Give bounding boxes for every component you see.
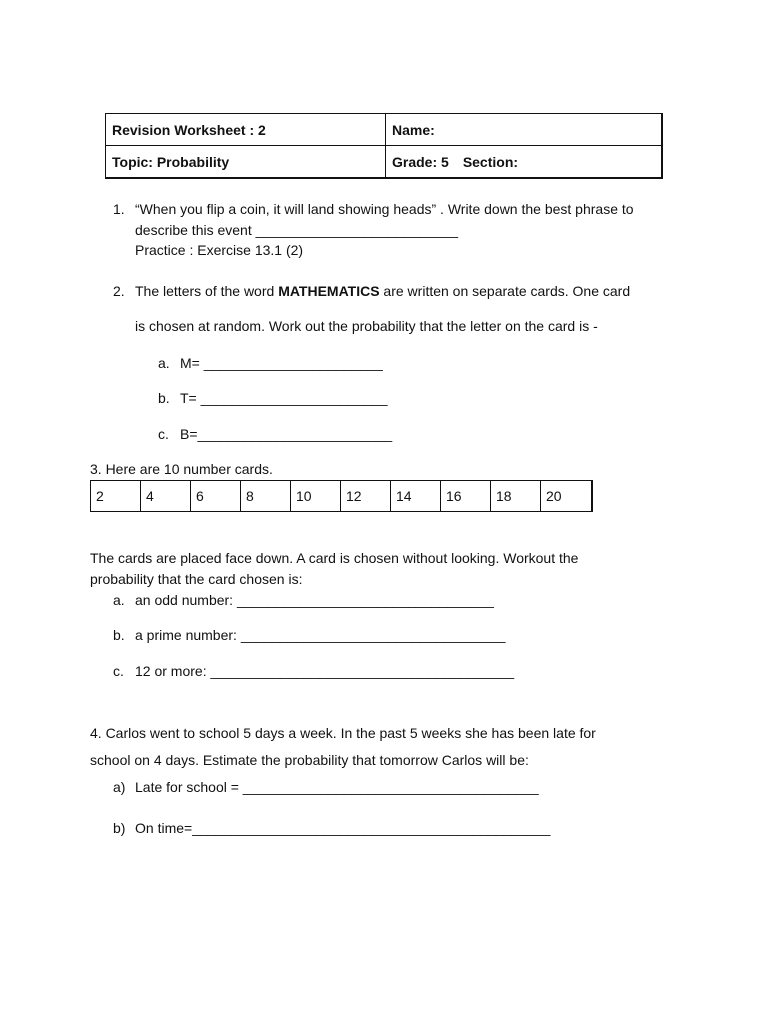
q2-part-b-text: T= ________________________ — [180, 390, 388, 406]
grade-section-cell — [386, 146, 663, 179]
q2-text-post: are written on separate cards. One card — [379, 283, 631, 299]
q3-part-b-label: b. — [113, 627, 125, 643]
q3-line1: The cards are placed face down. A card is chosen without looking. Workout the — [90, 550, 579, 566]
q4-line1: 4. Carlos went to school 5 days a week. In the past 5 weeks she has been late for — [90, 725, 596, 741]
q1-number: 1. — [113, 201, 125, 217]
grade-label: Grade: 5 — [392, 153, 449, 170]
q3-part-c-label: c. — [113, 663, 124, 679]
topic-label: Topic: Probability — [106, 146, 386, 179]
q3-part-a-text: an odd number: _________________________________ — [135, 592, 494, 608]
q2-number: 2. — [113, 283, 125, 299]
number-card: 20 — [541, 481, 593, 512]
number-card: 6 — [191, 481, 241, 512]
q2-line1 — [113, 281, 630, 301]
number-card: 14 — [391, 481, 441, 512]
q2-part-b — [158, 388, 387, 408]
q3-part-c — [113, 661, 514, 681]
q4-part-b-label: b) — [113, 820, 126, 836]
header-table — [105, 113, 663, 179]
q3-part-a-label: a. — [113, 592, 125, 608]
worksheet-title: Revision Worksheet : 2 — [106, 114, 386, 146]
q4-part-a-label: a) — [113, 779, 126, 795]
q1-line1 — [113, 199, 634, 219]
q3-part-c-text: 12 or more: _______________________________________ — [135, 663, 515, 679]
q4-part-a-text: Late for school = ______________________________________ — [135, 779, 539, 795]
q3-line2: probability that the card chosen is: — [90, 571, 303, 587]
q2-word-mathematics: MATHEMATICS — [278, 283, 380, 299]
q2-part-a-label: a. — [158, 355, 170, 371]
q2-part-a — [158, 353, 383, 373]
number-card: 4 — [141, 481, 191, 512]
q4-part-a — [113, 777, 539, 797]
number-card: 2 — [91, 481, 141, 512]
q2-part-c — [158, 424, 392, 444]
number-card: 18 — [491, 481, 541, 512]
q2-part-a-text: M= _______________________ — [180, 355, 383, 371]
q4-part-b-text: On time=______________________________________________ — [135, 820, 551, 836]
q1-line2: describe this event __________________________ — [135, 222, 459, 238]
q2-text-pre: The letters of the word — [135, 283, 279, 299]
q2-part-b-label: b. — [158, 390, 170, 406]
number-card: 16 — [441, 481, 491, 512]
number-card: 12 — [341, 481, 391, 512]
name-label: Name: — [386, 114, 663, 146]
number-card: 10 — [291, 481, 341, 512]
number-card: 8 — [241, 481, 291, 512]
q2-part-c-label: c. — [158, 426, 169, 442]
q4-part-b — [113, 818, 550, 838]
q1-text: “When you flip a coin, it will land showing heads” . Write down the best phrase to — [135, 201, 634, 217]
section-label: Section: — [462, 153, 519, 170]
q1-practice: Practice : Exercise 13.1 (2) — [135, 242, 304, 258]
q4-line2: school on 4 days. Estimate the probability that tomorrow Carlos will be: — [90, 752, 529, 768]
q3-part-b-text: a prime number: __________________________________ — [135, 627, 506, 643]
q3-part-b — [113, 625, 506, 645]
q2-part-c-text: B=_________________________ — [180, 426, 393, 442]
number-cards-table — [90, 480, 593, 512]
q3-part-a — [113, 590, 494, 610]
q2-line2: is chosen at random. Work out the probability that the letter on the card is - — [135, 318, 598, 334]
q3-intro: 3. Here are 10 number cards. — [90, 461, 273, 477]
